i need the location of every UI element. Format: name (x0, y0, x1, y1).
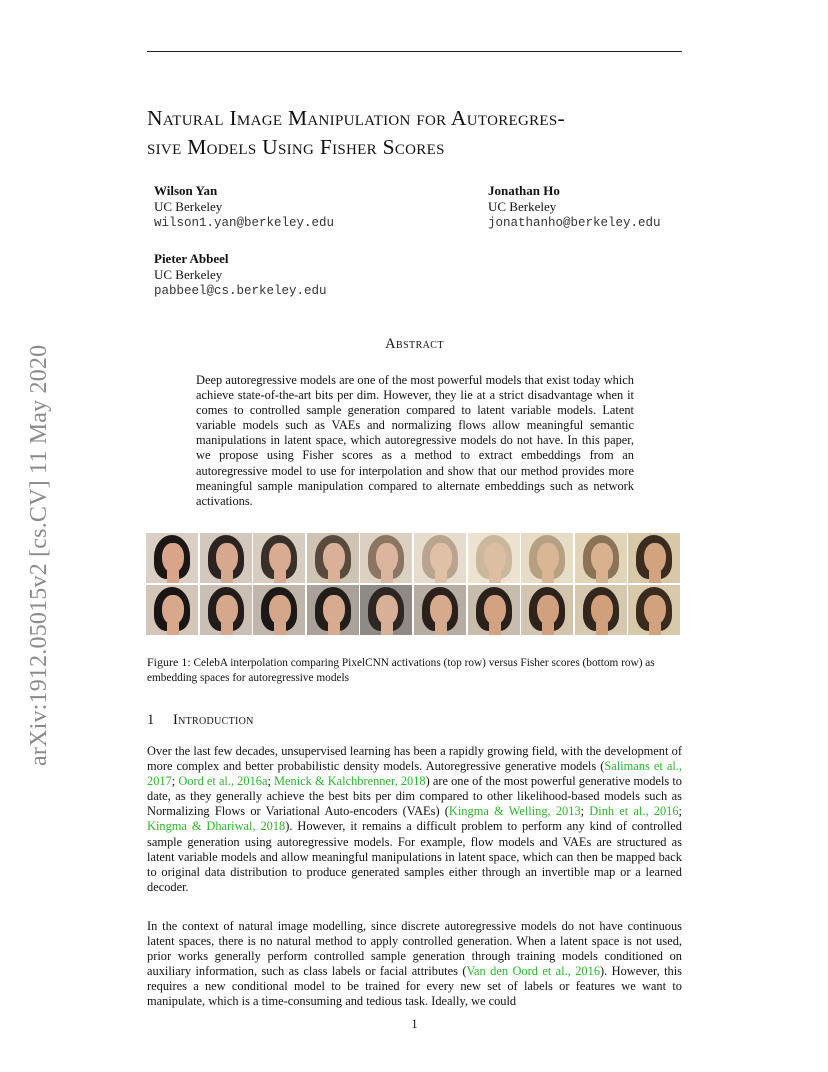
bottom-row-face-3 (253, 585, 305, 635)
section-title: Introduction (173, 712, 254, 728)
author-block-3 (154, 251, 327, 299)
top-row-face-6 (414, 533, 466, 583)
paragraph-text: ) are one of the most powerful generative models to date, as they generally achieve the best bits per dim compared to other likelihood-based models such as Normalizing Flows or Variational Auto-encoders (VAEs) ( (147, 774, 682, 819)
abstract-heading: Abstract (385, 336, 444, 352)
paragraph-text: In the context of natural image modelling, since discrete autoregressive models do not have continuous latent spaces, there is no natural method to apply controlled generation. When a latent space is not used, prior works generally perform controlled sample generation through training models conditioned on auxiliary information, such as class labels or facial attributes ( (147, 919, 682, 979)
top-row-face-2 (200, 533, 252, 583)
bottom-row-face-9 (575, 585, 627, 635)
bottom-row-face-7 (468, 585, 520, 635)
section-number: 1 (147, 712, 155, 728)
author-email[interactable]: pabbeel@cs.berkeley.edu (154, 284, 327, 298)
bottom-row-face-8 (521, 585, 573, 635)
top-row-face-1 (146, 533, 198, 583)
author-name: Jonathan Ho (488, 183, 560, 198)
citation-link[interactable]: Oord et al., 2016a (178, 774, 268, 789)
paper-title-text: Natural Image Manipulation for Autoregres- sive Models Using Fisher Scores (147, 106, 565, 159)
bottom-row-face-2 (200, 585, 252, 635)
header-rule (147, 51, 682, 52)
paragraph-text: ; (580, 804, 590, 819)
citation-link[interactable]: Dinh et al., 2016 (589, 804, 679, 819)
author-block-2 (488, 183, 661, 231)
top-row-face-5 (360, 533, 412, 583)
figure-1-caption (147, 655, 687, 685)
citation-link[interactable]: Menick & Kalchbrenner, 2018 (274, 774, 426, 789)
author-email[interactable]: wilson1.yan@berkeley.edu (154, 216, 335, 230)
top-row-face-8 (521, 533, 573, 583)
author-affiliation: UC Berkeley (488, 199, 557, 214)
section-heading-introduction (147, 712, 682, 729)
paragraph-text: ). However, this requires a new conditional model to be trained for every new set of labels or features we want to manipulate, which is a time-consuming and tedious task. Ideally, we could (147, 964, 682, 1009)
figure-1-image-grid (146, 533, 682, 636)
figure-label: Figure 1: (147, 655, 191, 669)
author-name: Pieter Abbeel (154, 251, 229, 266)
abstract-text: Deep autoregressive models are one of the most powerful models that exist today which achieve state-of-the-art bits per dim. However, they lie at a strict disadvantage when it comes to controlled sample generation compared to latent variable models. Latent variable models such as VAEs and normalizing flows allow meaningful semantic manipulations in latent space, which autoregressive models do not have. In this paper, we propose using Fisher scores as a method to extract embeddings from an autoregressive model to use for interpolation and show that our method provides more meaningful sample manipulation compared to alternate embeddings such as network activations. (196, 373, 634, 508)
citation-link[interactable]: Van den Oord et al., 2016 (466, 964, 601, 979)
arxiv-stamp: arXiv:1912.05015v2 [cs.CV] 11 May 2020 (26, 344, 52, 766)
top-row-face-10 (628, 533, 680, 583)
intro-paragraph-2 (147, 919, 682, 1010)
figure-caption-text: CelebA interpolation comparing PixelCNN activations (top row) versus Fisher scores (bottom row) as embedding spaces for autoregressive models (147, 657, 655, 684)
citation-link[interactable]: Salimans et al., 2017 (147, 759, 682, 789)
paragraph-text: ). However, it remains a difficult problem to perform any kind of controlled sample generation using autoregressive models. For example, flow models and VAEs are structured as latent variable models and allow meaningful manipulations in latent space, which can then be mapped back to original data distribution to produce generated samples either through an invertible map or a learned decoder. (147, 819, 682, 894)
author-block-1 (154, 183, 334, 231)
top-row-face-9 (575, 533, 627, 583)
author-affiliation: UC Berkeley (154, 267, 223, 282)
bottom-row-face-5 (360, 585, 412, 635)
top-row-face-3 (253, 533, 305, 583)
author-email[interactable]: jonathanho@berkeley.edu (488, 216, 661, 230)
paper-title (147, 104, 692, 162)
citation-link[interactable]: Kingma & Dhariwal, 2018 (147, 819, 286, 834)
paragraph-text: ; (678, 804, 682, 819)
paragraph-text: ; (171, 774, 179, 789)
citation-link[interactable]: Kingma & Welling, 2013 (448, 804, 581, 819)
author-affiliation: UC Berkeley (154, 199, 223, 214)
bottom-row-face-6 (414, 585, 466, 635)
top-row-face-7 (468, 533, 520, 583)
bottom-row-face-10 (628, 585, 680, 635)
paragraph-text: ; (267, 774, 275, 789)
bottom-row-face-4 (307, 585, 359, 635)
author-name: Wilson Yan (154, 183, 218, 198)
top-row-face-4 (307, 533, 359, 583)
bottom-row-face-1 (146, 585, 198, 635)
paragraph-text: Over the last few decades, unsupervised learning has been a rapidly growing field, with the development of more complex and better probabilistic density models. Autoregressive generative models ( (147, 744, 682, 774)
page-number: 1 (411, 1017, 418, 1031)
intro-paragraph-1 (147, 744, 682, 895)
